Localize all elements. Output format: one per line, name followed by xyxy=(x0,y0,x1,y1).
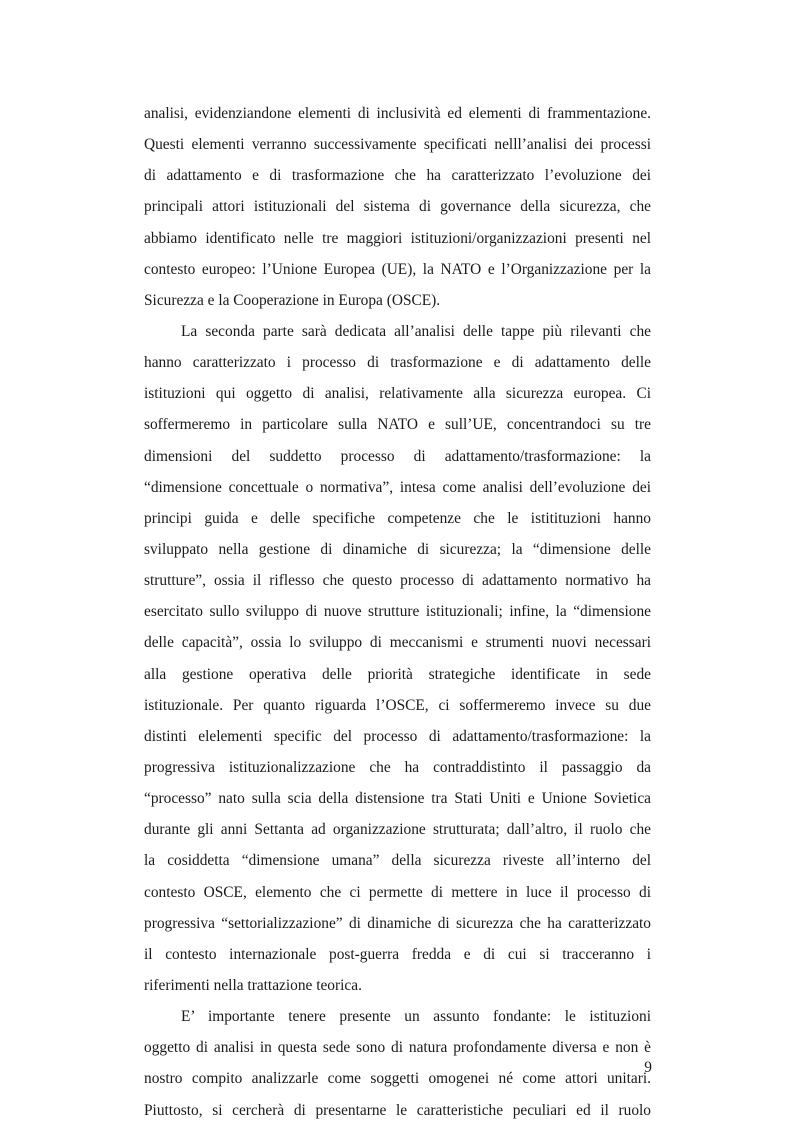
text-line: dimensioni del suddetto processo di adattamento/trasformazione: la xyxy=(144,447,651,465)
text-line: strutture”, ossia il riflesso che questo processo di adattamento normativo ha xyxy=(144,572,651,590)
page-number: 9 xyxy=(644,1059,652,1076)
text-line: La seconda parte sarà dedicata all’analisi delle tappe più rilevanti che xyxy=(181,322,651,340)
text-line: principali attori istituzionali del sistema di governance della sicurezza, che xyxy=(144,198,651,216)
text-line: abbiamo identificato nelle tre maggiori istituzioni/organizzazioni presenti nel xyxy=(144,229,651,247)
text-line: Questi elementi verranno successivamente specificati nelll’analisi dei processi xyxy=(144,136,651,154)
text-line: “processo” nato sulla scia della distensione tra Stati Uniti e Unione Sovietica xyxy=(144,790,651,808)
text-line: la cosiddetta “dimensione umana” della sicurezza riveste all’interno del xyxy=(144,852,651,870)
text-line: delle capacità”, ossia lo sviluppo di meccanismi e strumenti nuovi necessari xyxy=(144,634,651,652)
text-line: soffermeremo in particolare sulla NATO e sull’UE, concentrandoci su tre xyxy=(144,416,651,434)
text-line: esercitato sullo sviluppo di nuove strutture istituzionali; infine, la “dimensione xyxy=(144,603,651,621)
text-line: E’ importante tenere presente un assunto fondante: le istituzioni xyxy=(181,1008,651,1026)
text-line: di adattamento e di trasformazione che ha caratterizzato l’evoluzione dei xyxy=(144,167,651,185)
text-line: Piuttosto, si cercherà di presentarne le caratteristiche peculiari ed il ruolo xyxy=(144,1101,651,1119)
text-line: durante gli anni Settanta ad organizzazione strutturata; dall’altro, il ruolo che xyxy=(144,821,651,839)
text-line: progressiva istituzionalizzazione che ha contraddistinto il passaggio da xyxy=(144,758,651,776)
text-line: Sicurezza e la Cooperazione in Europa (OSCE). xyxy=(144,291,441,309)
text-line: nostro compito analizzarle come soggetti omogenei né come attori unitari. xyxy=(144,1070,651,1088)
text-line: principi guida e delle specifiche competenze che le istitituzioni hanno xyxy=(144,509,651,527)
text-line: progressiva “settorializzazione” di dinamiche di sicurezza che ha caratterizzato xyxy=(144,914,651,932)
text-line: il contesto internazionale post-guerra fredda e di cui si tracceranno i xyxy=(144,945,651,963)
text-line: “dimensione concettuale o normativa”, intesa come analisi dell’evoluzione dei xyxy=(144,478,651,496)
text-line: istituzionale. Per quanto riguarda l’OSCE, ci soffermeremo invece su due xyxy=(144,696,651,714)
text-line: sviluppato nella gestione di dinamiche di sicurezza; la “dimensione delle xyxy=(144,540,651,558)
text-line: riferimenti nella trattazione teorica. xyxy=(144,976,362,994)
text-line: hanno caratterizzato i processo di trasformazione e di adattamento delle xyxy=(144,354,651,372)
text-line: analisi, evidenziandone elementi di inclusività ed elementi di frammentazione. xyxy=(144,105,651,122)
body-text xyxy=(144,98,651,1126)
text-line: istituzioni qui oggetto di analisi, relativamente alla sicurezza europea. Ci xyxy=(144,385,651,403)
text-line: distinti elelementi specific del processo di adattamento/trasformazione: la xyxy=(144,727,651,745)
text-line: contesto europeo: l’Unione Europea (UE), la NATO e l’Organizzazione per la xyxy=(144,260,651,278)
text-line: alla gestione operativa delle priorità strategiche identificate in sede xyxy=(144,665,651,683)
text-line: contesto OSCE, elemento che ci permette di mettere in luce il processo di xyxy=(144,883,651,901)
text-line: oggetto di analisi in questa sede sono di natura profondamente diversa e non è xyxy=(144,1039,651,1057)
